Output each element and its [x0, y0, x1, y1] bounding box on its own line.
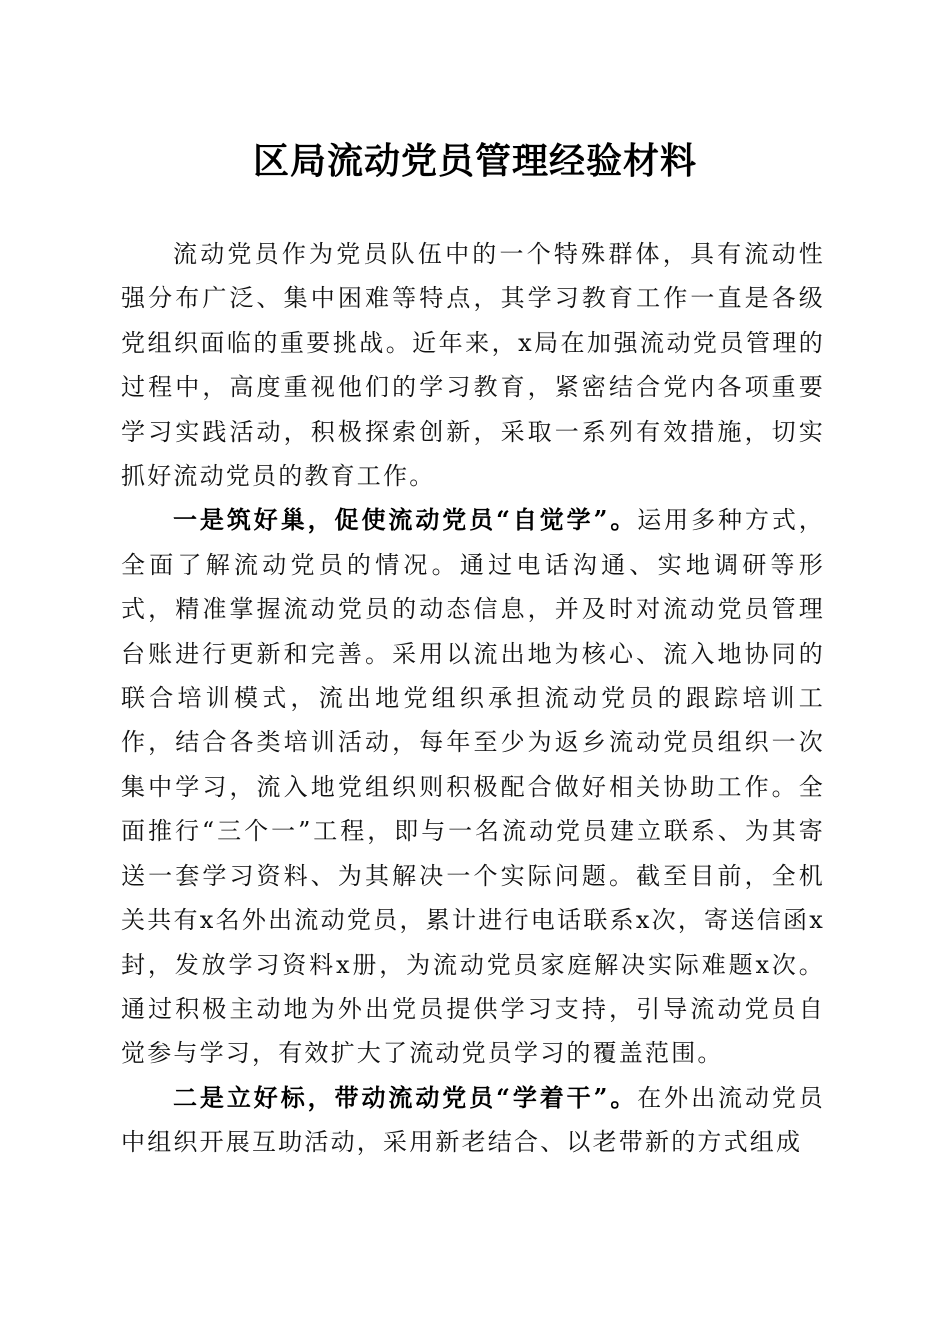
document-title: 区局流动党员管理经验材料 — [252, 140, 697, 182]
paragraph-point-two — [121, 1076, 825, 1165]
paragraph-point-one — [121, 498, 825, 1075]
paragraph-intro — [121, 232, 825, 498]
paragraph-text: 在外出流动党员中组织开展互助活动，采用新老结合、以老带新的方式组成 — [121, 1083, 825, 1157]
paragraph-lead: 二是立好标，带动流动党员“学着干”。 — [173, 1082, 638, 1112]
paragraph-text: 流动党员作为党员队伍中的一个特殊群体，具有流动性强分布广泛、集中困难等特点，其学习教育工作一直是各级党组织面临的重要挑战。近年来，x局在加强流动党员管理的过程中，高度重视他们的学习教育，紧密结合党内各项重要学习实践活动，积极探索创新，采取一系列有效措施，切实抓好流动党员的教育工作。 — [121, 240, 825, 491]
document-body — [121, 232, 825, 1165]
paragraph-text: 运用多种方式，全面了解流动党员的情况。通过电话沟通、实地调研等形式，精准掌握流动党员的动态信息，并及时对流动党员管理台账进行更新和完善。采用以流出地为核心、流入地协同的联合培训模式，流出地党组织承担流动党员的跟踪培训工作，结合各类培训活动，每年至少为返乡流动党员组织一次集中学习，流入地党组织则积极配合做好相关协助工作。全面推行“三个一”工程，即与一名流动党员建立联系、为其寄送一套学习资料、为其解决一个实际问题。截至目前，全机关共有x名外出流动党员，累计进行电话联系x次，寄送信函x封，发放学习资料x册，为流动党员家庭解决实际难题x次。通过积极主动地为外出党员提供学习支持，引导流动党员自觉参与学习，有效扩大了流动党员学习的覆盖范围。 — [121, 506, 825, 1068]
paragraph-lead: 一是筑好巢，促使流动党员“自觉学”。 — [173, 505, 638, 535]
